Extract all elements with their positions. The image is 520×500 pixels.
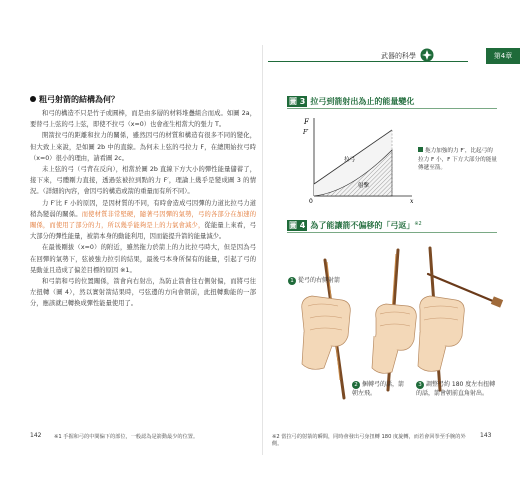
paragraph-4 [30, 198, 256, 243]
book-title: 武器的科學 [381, 52, 416, 60]
chapter-tab: 第4章 [486, 48, 520, 64]
hand-panel-3 [418, 248, 503, 390]
paragraph-4-part-c: 從能量上來看，弓大部分的彈性能量，被箭本身的動能利用，因而能提升箭的能量減少。 [30, 222, 257, 241]
paragraph-1: 和弓的構造不只是竹子或圓棒，而是由多層的材料堆疊組合而成。如圖 2a，要替弓上弦的弓上弦，即使不拉弓（x=0）也會產生相當大的張力 T。 [30, 110, 256, 129]
section-heading-text: 粗弓射箭的結構為何？ [39, 95, 119, 104]
pull-region-label: 拉弓 [344, 157, 356, 163]
caption-2-text: 捆轉弓的話，箭朝左飛。 [352, 381, 405, 397]
figure-4-label: 圖 4 [289, 221, 306, 230]
paragraph-2: 開箭拉弓的距離和拉力的關係，雖然因弓的材質和構造有很多不同的變化，但大致上來說，是如圖 2b 中的直線。為何未上弦的弓拉力 F，在總開始拉弓時（x=0）很小的理由，請看圖 2c。 [30, 132, 256, 162]
header-rule [268, 61, 468, 62]
figure-3-note-text: 拖力加強的力 F′，比起弓的拉力 F 小，F 下方大部分的能量傳遞至箭。 [418, 148, 497, 172]
page-gutter [262, 45, 263, 455]
caption-3-text: 調整弓約 180 度左右扭轉的話，箭會朝前直角射出。 [416, 381, 496, 397]
bullet-icon [30, 96, 36, 102]
figure-3-title-text: 拉弓到箭射出為止的能量變化 [310, 97, 415, 106]
figure-4-title-text: 為了能讓箭不偏移的「弓返」 [310, 221, 415, 230]
note-bullet-icon [418, 147, 423, 152]
paragraph-3: 未上弦的弓（弓背在反向），相當於圖 2b 直線下方大小的彈性能量儲蓄了，接下來，弓體剛力直接，透過弦被拉到點的力 F′，理論上幾乎是變成圖 3 的情況。（詳細的內容，會因弓的構造或箭的重量而有所不同）。 [30, 166, 256, 196]
figure-3-rule [287, 108, 497, 109]
section-heading [30, 94, 256, 105]
figure-4-illustration [280, 240, 505, 400]
figure-3-note [418, 147, 498, 173]
paragraph-4-part-a: 力 F′比 F 小的原因，是因材質的不同，有時會造成弓因彈的力道比拉弓力道稍為變弱的關係。 [30, 199, 256, 218]
figure-3-diagram [300, 112, 418, 204]
y-axis-label-2: F′ [303, 129, 309, 136]
figure-4-footnote-ref: ※2 [414, 221, 422, 227]
release-region-label: 射擊 [358, 183, 370, 189]
page-header [268, 48, 484, 64]
origin-label: 0 [309, 198, 313, 204]
figure-4-caption-2 [352, 380, 408, 398]
right-page-number: 143 [480, 432, 492, 439]
chapter-emblem-icon [420, 48, 434, 62]
left-page-number: 142 [30, 432, 42, 439]
left-page-body [30, 94, 256, 310]
step-1-icon: 1 [288, 277, 296, 285]
figure-3-title [287, 96, 414, 107]
right-footnote: ※2 當拉弓的射箭的瞬間，同時會發出弓身扭轉 180 度旋轉，而若會回拳至手腕的外側。 [272, 434, 466, 447]
figure-4-caption-3 [416, 380, 498, 398]
hand-panel-2 [372, 250, 416, 390]
step-3-icon: 3 [416, 381, 424, 389]
paragraph-6: 和弓箭和弓的位置關係，箭會向右射出，為防止箭會往右側射偏，而將弓往左扭轉（圖 4），然以實射箭結果時，弓弦邊的方向會朝前，此扭轉動能的一部分，應該就已轉換成彈性能量使用了。 [30, 278, 256, 308]
figure-3-label: 圖 3 [289, 97, 306, 106]
left-footnote: ※1 手握和弓的中間偏下的部位，一般認為是箭動最少的位置。 [54, 434, 199, 440]
figure-4-caption-1 [288, 276, 368, 285]
figure-4-title [287, 220, 422, 231]
y-axis-label: F [304, 118, 309, 126]
paragraph-4-highlight: 而使材質非常堅硬，隨著弓因彈的氣勢，弓的各部分在加速的關係，而使用了部分的力，所以幾乎能夠是上的力氣會減少， [30, 210, 257, 230]
step-2-icon: 2 [352, 381, 360, 389]
figure-4-rule [287, 232, 497, 233]
paragraph-5: 在最後剛拔（x=0）的附近，雖然拖力於箭上的力比拉弓時大，但是因為弓在回彈的氣勢下，弦被強力拉引的結果，最後弓本身所保有的能量，引起了弓的晃動並且造成了偏差目標的原因 ※1。 [30, 244, 256, 274]
x-axis-label: x [410, 198, 414, 204]
caption-1-text: 從弓的右側射箭 [298, 277, 341, 284]
